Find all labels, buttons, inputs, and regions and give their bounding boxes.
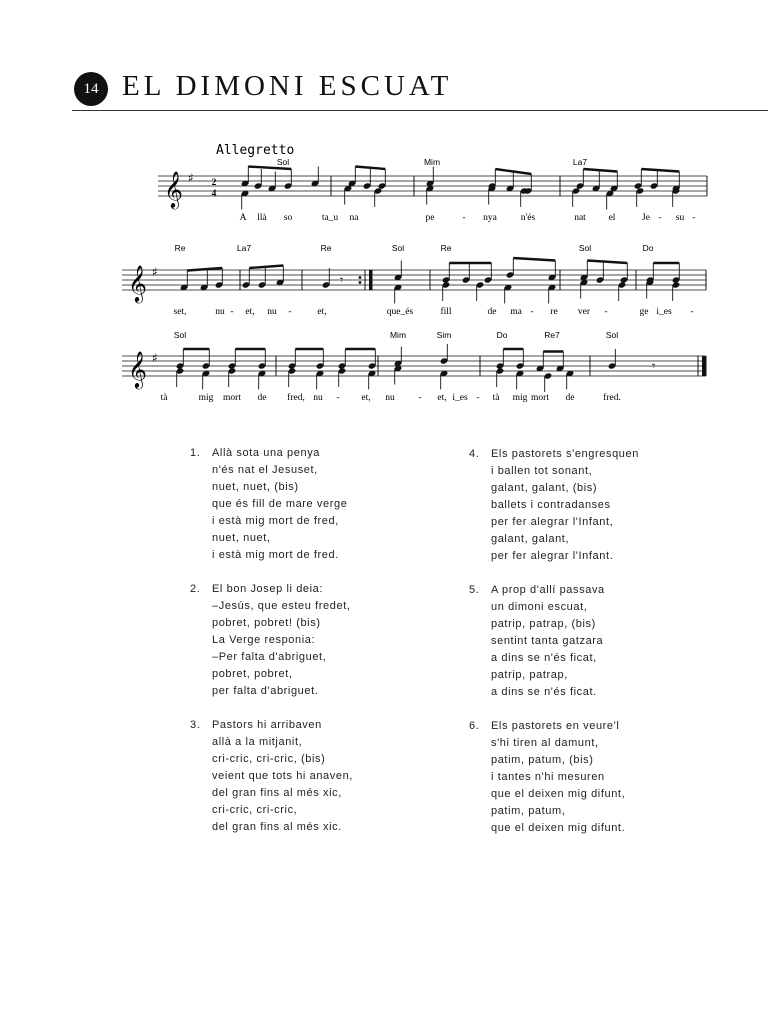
chord-symbol: Do xyxy=(496,330,508,340)
lyric-syllable: nu xyxy=(215,307,225,317)
lyric-syllable: de xyxy=(487,307,497,317)
treble-clef: 𝄞 xyxy=(128,350,147,388)
eighth-rest: 𝄾 xyxy=(652,359,656,373)
lyric-syllable: ver xyxy=(577,307,591,317)
staff-system-2 xyxy=(122,243,706,317)
lyric-syllable: ta_u xyxy=(321,213,339,223)
verse-line: La Verge responia: xyxy=(212,634,316,646)
lyric-syllable: n'és xyxy=(520,213,536,223)
verse-line: cri-cric, cri-cric, (bis) xyxy=(212,753,326,765)
verse-line: galant, galant, (bis) xyxy=(491,482,598,494)
lyric-syllable: nu xyxy=(313,393,323,403)
page-number-badge: 14 xyxy=(74,72,108,106)
verse-line: Els pastorets en veure'l xyxy=(491,720,620,732)
lyric-syllable: fred, xyxy=(287,393,305,403)
lyric-syllable: mig xyxy=(198,393,214,403)
lyric-syllable: - xyxy=(336,393,340,403)
lyric-syllable: fred. xyxy=(603,393,621,403)
chord-symbol: La7 xyxy=(236,243,252,253)
verse-line: per fer alegrar l'Infant. xyxy=(491,550,614,562)
verse-number: 5. xyxy=(469,584,480,596)
title-divider xyxy=(72,110,768,111)
chord-symbol: Re7 xyxy=(544,330,560,340)
verse-line: El bon Josep li deia: xyxy=(212,583,324,595)
lyric-syllable: - xyxy=(476,393,480,403)
verse-line: pobret, pobret, xyxy=(212,668,293,680)
staff-system-1 xyxy=(158,157,707,223)
music-staff-systems xyxy=(0,130,768,420)
verse-line: a dins se n'és ficat. xyxy=(491,686,597,698)
lyric-syllable: - xyxy=(604,307,608,317)
verse-line: a dins se n'és ficat, xyxy=(491,652,597,664)
verse-line: n'és nat el Jesuset, xyxy=(212,464,318,476)
lyric-syllable: et, xyxy=(437,393,447,403)
lyric-syllable: fill xyxy=(440,307,452,317)
verse-line: que el deixen mig difunt, xyxy=(491,788,626,800)
lyric-syllable: et, xyxy=(361,393,371,403)
time-signature-top: 2 xyxy=(211,178,217,188)
lyric-syllable: - xyxy=(690,307,694,317)
lyric-syllable: - xyxy=(288,307,292,317)
verse-line: Allà sota una penya xyxy=(212,447,321,459)
verse-line: i està mig mort de fred, xyxy=(212,515,339,527)
note-beam xyxy=(587,261,627,264)
lyric-syllable: que_és xyxy=(386,307,414,317)
verse-line: Pastors hi arribaven xyxy=(212,719,322,731)
lyric-syllable: pe xyxy=(425,213,435,223)
treble-clef: 𝄞 xyxy=(164,170,183,208)
lyric-syllable: na xyxy=(349,213,359,223)
time-signature-bottom: 4 xyxy=(211,189,217,199)
lyric-syllable: - xyxy=(230,307,234,317)
lyric-syllable: ge xyxy=(639,307,649,317)
verse-number: 3. xyxy=(190,719,201,731)
page-header xyxy=(0,0,768,120)
verse-line: galant, galant, xyxy=(491,533,570,545)
lyric-syllable: el xyxy=(608,213,616,223)
chord-symbol: Sol xyxy=(173,330,187,340)
lyric-syllable: et, xyxy=(245,307,255,317)
verse-line: que és fill de mare verge xyxy=(212,498,348,510)
lyric-syllable: llà xyxy=(257,213,267,223)
lyric-syllable: et, xyxy=(317,307,327,317)
lyric-syllable: tà xyxy=(160,393,168,403)
chord-symbol: Mim xyxy=(423,157,441,167)
chord-symbol: Sim xyxy=(436,330,452,340)
note-beam xyxy=(641,169,679,172)
repeat-dot xyxy=(359,281,362,284)
verse-line: Els pastorets s'engresquen xyxy=(491,448,639,460)
verse-line: i ballen tot sonant, xyxy=(491,465,593,477)
verse-number: 2. xyxy=(190,583,201,595)
note-beam xyxy=(355,167,385,170)
chord-symbol: Sol xyxy=(391,243,405,253)
verse-line: sentint tanta gatzara xyxy=(491,635,604,647)
key-signature-sharp: ♯ xyxy=(152,351,158,365)
lyric-syllable: de xyxy=(257,393,267,403)
verse-number: 6. xyxy=(469,720,480,732)
verse-line: allà a la mitjanit, xyxy=(212,736,303,748)
lyric-syllable: A xyxy=(239,213,247,223)
lyric-syllable: - xyxy=(658,213,662,223)
final-barline xyxy=(702,356,706,376)
verse-line: A prop d'allí passava xyxy=(491,584,605,596)
verse-line: –Per falta d'abriguet, xyxy=(212,651,327,663)
verse xyxy=(190,445,440,564)
note-beam xyxy=(249,266,283,269)
lyric-syllable: nat xyxy=(574,213,586,223)
verse-number: 1. xyxy=(190,447,201,459)
lyric-syllable: ma xyxy=(510,307,522,317)
lyric-syllable: Je xyxy=(642,213,650,223)
lyric-syllable: - xyxy=(530,307,534,317)
chord-symbol: Re xyxy=(320,243,332,253)
verse-line: –Jesús, que esteu fredet, xyxy=(212,600,351,612)
verse-line: del gran fins al més xic. xyxy=(212,821,342,833)
verse xyxy=(469,446,729,565)
lyric-syllable: nya xyxy=(483,213,497,223)
lyric-syllable: - xyxy=(692,213,696,223)
chord-symbol: Re xyxy=(440,243,452,253)
verse-line: cri-cric, cri-cric, xyxy=(212,804,298,816)
note-beam xyxy=(513,258,555,261)
staff-system-3 xyxy=(122,330,706,403)
verse-line: per fer alegrar l'Infant, xyxy=(491,516,614,528)
verse-line: nuet, nuet, (bis) xyxy=(212,481,299,493)
verse-line: s'hi tiren al damunt, xyxy=(491,737,599,749)
lyric-syllable: mig xyxy=(512,393,528,403)
verse xyxy=(190,581,440,700)
treble-clef: 𝄞 xyxy=(128,264,147,302)
verse-line: veient que tots hi anaven, xyxy=(212,770,353,782)
chord-symbol: Do xyxy=(642,243,654,253)
note-beam xyxy=(583,169,617,172)
verse-line: i està mig mort de fred. xyxy=(212,549,339,561)
lyric-syllable: re xyxy=(550,307,558,317)
lyric-syllable: su xyxy=(675,213,685,223)
verse-line: patim, patum, xyxy=(491,805,566,817)
lyric-syllable: i_es xyxy=(656,307,672,317)
lyric-syllable: mort xyxy=(223,393,241,403)
verse xyxy=(469,582,729,701)
verse-line: patim, patum, (bis) xyxy=(491,754,594,766)
chord-symbol: Sol xyxy=(276,157,290,167)
verse xyxy=(190,717,440,836)
repeat-bar xyxy=(369,270,373,290)
verse-line: patrip, patrap, (bis) xyxy=(491,618,596,630)
lyric-syllable: - xyxy=(418,393,422,403)
verse-line: patrip, patrap, xyxy=(491,669,568,681)
key-signature-sharp: ♯ xyxy=(188,171,194,185)
verses-left-column xyxy=(190,445,440,853)
verse-number: 4. xyxy=(469,448,480,460)
eighth-rest: 𝄾 xyxy=(340,273,344,287)
verse-line: del gran fins al més xic, xyxy=(212,787,342,799)
chord-symbol: La7 xyxy=(572,157,588,167)
lyric-syllable: i_es xyxy=(452,393,468,403)
tempo-marking: Allegretto xyxy=(216,143,295,158)
verse-line: per falta d'abriguet. xyxy=(212,685,319,697)
verse xyxy=(469,718,729,837)
lyric-syllable: set, xyxy=(173,307,187,317)
lyric-syllable: so xyxy=(283,213,293,223)
verse-line: pobret, pobret! (bis) xyxy=(212,617,321,629)
chord-symbol: Sol xyxy=(578,243,592,253)
lyric-syllable: tà xyxy=(492,393,500,403)
key-signature-sharp: ♯ xyxy=(152,265,158,279)
verse-line: que el deixen mig difunt. xyxy=(491,822,626,834)
lyric-syllable: mort xyxy=(531,393,549,403)
sheet-music xyxy=(0,130,768,420)
lyric-syllable: nu xyxy=(385,393,395,403)
song-title: EL DIMONI ESCUAT xyxy=(122,70,453,102)
verse-line: nuet, nuet, xyxy=(212,532,271,544)
lyric-syllable: nu xyxy=(267,307,277,317)
repeat-dot xyxy=(359,276,362,279)
verse-line: ballets i contradanses xyxy=(491,499,611,511)
verses-right-column xyxy=(469,446,729,854)
lyric-syllable: - xyxy=(462,213,466,223)
chord-symbol: Re xyxy=(174,243,186,253)
lyric-syllable: de xyxy=(565,393,575,403)
chord-symbol: Sol xyxy=(605,330,619,340)
chord-symbol: Mim xyxy=(389,330,407,340)
verse-line: un dimoni escuat, xyxy=(491,601,588,613)
verse-line: i tantes n'hi mesuren xyxy=(491,771,605,783)
